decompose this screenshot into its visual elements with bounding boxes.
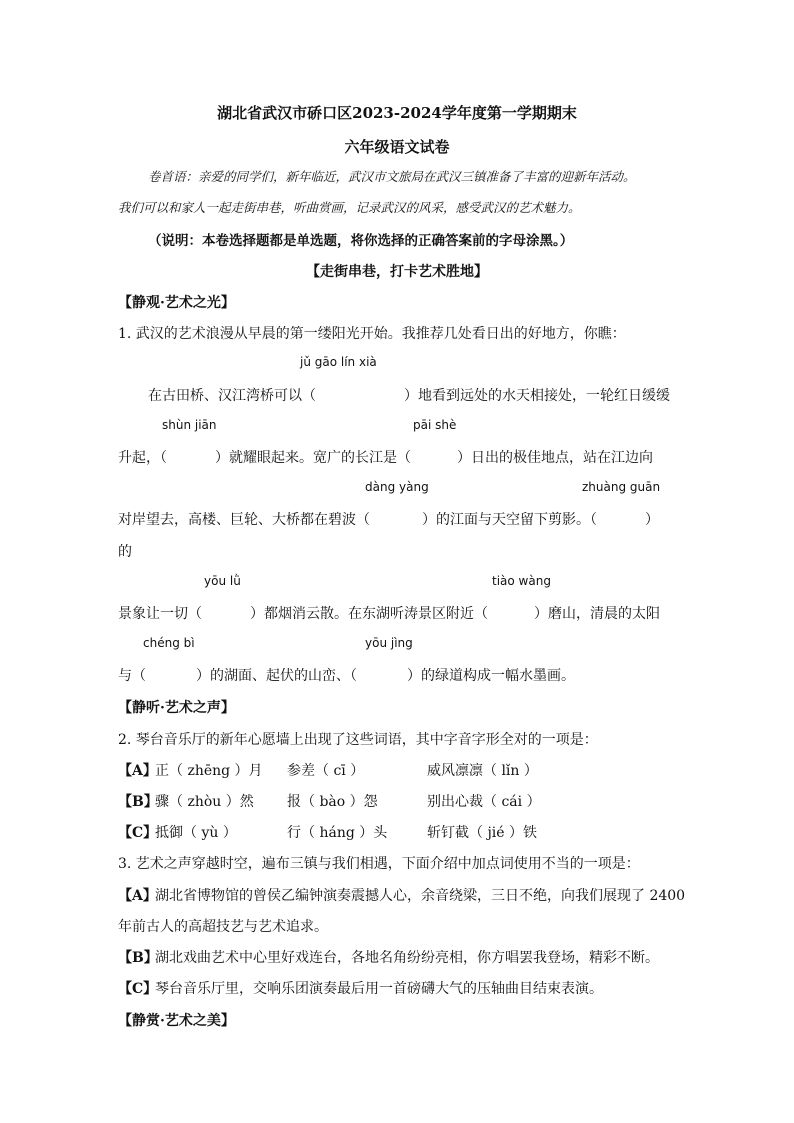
q2-option-c-word-3: 斩钉截（ jié ）铁 <box>427 825 538 841</box>
section-title: 【走街串巷，打卡艺术胜地】 <box>306 264 488 280</box>
q2-option-a-letter[interactable]: 【A】 <box>118 763 157 779</box>
q1-line-1 <box>148 385 670 405</box>
q2-option-b-letter[interactable]: 【B】 <box>118 794 158 810</box>
exam-subtitle: 六年级语文试卷 <box>344 138 450 156</box>
q3-option-b-text: 湖北戏曲艺术中心里好戏连台，各地名角纷纷亮相，你方唱罢我登场，精彩不断。 <box>155 950 659 966</box>
exam-title: 湖北省武汉市硚口区2023-2024学年度第一学期期末 <box>217 104 577 122</box>
q1-line-2-b: ）就耀眼起来。宽广的长江是（ <box>215 450 411 466</box>
q1-line-5-b: ）都烟消云散。在东湖听涛景区附近（ <box>250 606 488 622</box>
part3-heading: 【静赏·艺术之美】 <box>118 1013 235 1029</box>
pinyin-you-lv: yōu lǜ <box>204 574 241 588</box>
q1-line-1-a: 在古田桥、汉江湾桥可以（ <box>148 388 316 404</box>
q2-option-a-word-3: 威风凛凛（ lǐn ） <box>427 763 538 779</box>
q1-line-3-a: 对岸望去，高楼、巨轮、大桥都在碧波（ <box>118 512 370 528</box>
pinyin-ju-gao-lin-xia: jǔ gāo lín xià <box>300 355 377 369</box>
q1-line-6-c: ）的绿道构成一幅水墨画。 <box>407 668 575 684</box>
q3-option-a-text-cont: 年前古人的高超技艺与艺术追求。 <box>118 919 328 935</box>
pinyin-you-jing: yōu jìng <box>365 636 413 650</box>
q1-line-2-a: 升起，（ <box>118 450 167 466</box>
q2-option-c-letter[interactable]: 【C】 <box>118 825 158 841</box>
preface-line-2: 我们可以和家人一起走街串巷，听曲赏画，记录武汉的风采，感受武汉的艺术魅力。 <box>118 200 581 215</box>
q3-option-c-text: 琴台音乐厅里，交响乐团演奏最后用一首磅礴大气的压轴曲目结束表演。 <box>155 981 603 997</box>
pinyin-tiao-wang: tiào wàng <box>492 574 551 588</box>
q1-line-3-c: ） <box>645 512 659 528</box>
q2-stem: 2. 琴台音乐厅的新年心愿墙上出现了这些词语，其中字音字形全对的一项是： <box>118 732 598 748</box>
q1-line-2-c: ）日出的极佳地点，站在江边向 <box>457 450 653 466</box>
q3-option-c-letter[interactable]: 【C】 <box>118 981 158 997</box>
q2-option-b-word-3: 别出心裁（ cái ） <box>427 794 541 810</box>
part1-heading: 【静观·艺术之光】 <box>118 295 235 311</box>
q3-option-b-letter[interactable]: 【B】 <box>118 950 158 966</box>
q1-line-5-c: ）磨山，清晨的太阳 <box>534 606 660 622</box>
pinyin-shun-jian: shùn jiān <box>162 418 217 432</box>
pinyin-dang-yang: dàng yàng <box>365 480 429 494</box>
q2-option-b-word-2: 报（ bào ）怨 <box>287 794 378 810</box>
q1-line-3 <box>118 509 659 529</box>
q3-option-a-letter[interactable]: 【A】 <box>118 888 157 904</box>
q2-option-b-word-1: 骤（ zhòu ）然 <box>155 794 254 810</box>
q1-line-5-a: 景象让一切（ <box>118 606 202 622</box>
q1-line-3-b: ）的江面与天空留下剪影。（ <box>422 512 597 528</box>
q1-line-6-b: ）的湖面、起伏的山峦、（ <box>196 668 357 684</box>
q1-line-6-a: 与（ <box>118 668 146 684</box>
preface-line-1: 卷首语：亲爱的同学们，新年临近，武汉市文旅局在武汉三镇准备了丰富的迎新年活动。 <box>148 169 636 184</box>
q3-stem: 3. 艺术之声穿越时空，遍布三镇与我们相遇，下面介绍中加点词使用不当的一项是： <box>118 856 640 872</box>
q2-option-c-word-2: 行（ háng ）头 <box>287 825 388 841</box>
q2-option-a-word-1: 正（ zhēng ）月 <box>155 763 263 779</box>
pinyin-pai-she: pāi shè <box>413 418 457 432</box>
pinyin-cheng-bi: chéng bì <box>143 636 195 650</box>
q1-line-2 <box>118 447 653 467</box>
q1-line-5 <box>118 603 660 623</box>
q1-line-6 <box>118 665 575 685</box>
part2-heading: 【静听·艺术之声】 <box>118 700 235 716</box>
instruction-note: （说明：本卷选择题都是单选题，将你选择的正确答案前的字母涂黑。） <box>148 233 574 249</box>
q3-option-a-text: 湖北省博物馆的曾侯乙编钟演奏震撼人心，余音绕梁，三日不绝，向我们展现了 2400 <box>155 888 686 904</box>
q1-intro: 1. 武汉的艺术浪漫从早晨的第一缕阳光开始。我推荐几处看日出的好地方，你瞧： <box>118 326 626 342</box>
q2-option-a-word-2: 参差（ cī ） <box>287 763 365 779</box>
q2-option-c-word-1: 抵御（ yù ） <box>155 825 237 841</box>
pinyin-zhuang-guan: zhuàng guān <box>582 480 661 494</box>
q1-line-4: 的 <box>118 544 132 560</box>
q1-line-1-b: ）地看到远处的水天相接处，一轮红日缓缓 <box>404 388 670 404</box>
